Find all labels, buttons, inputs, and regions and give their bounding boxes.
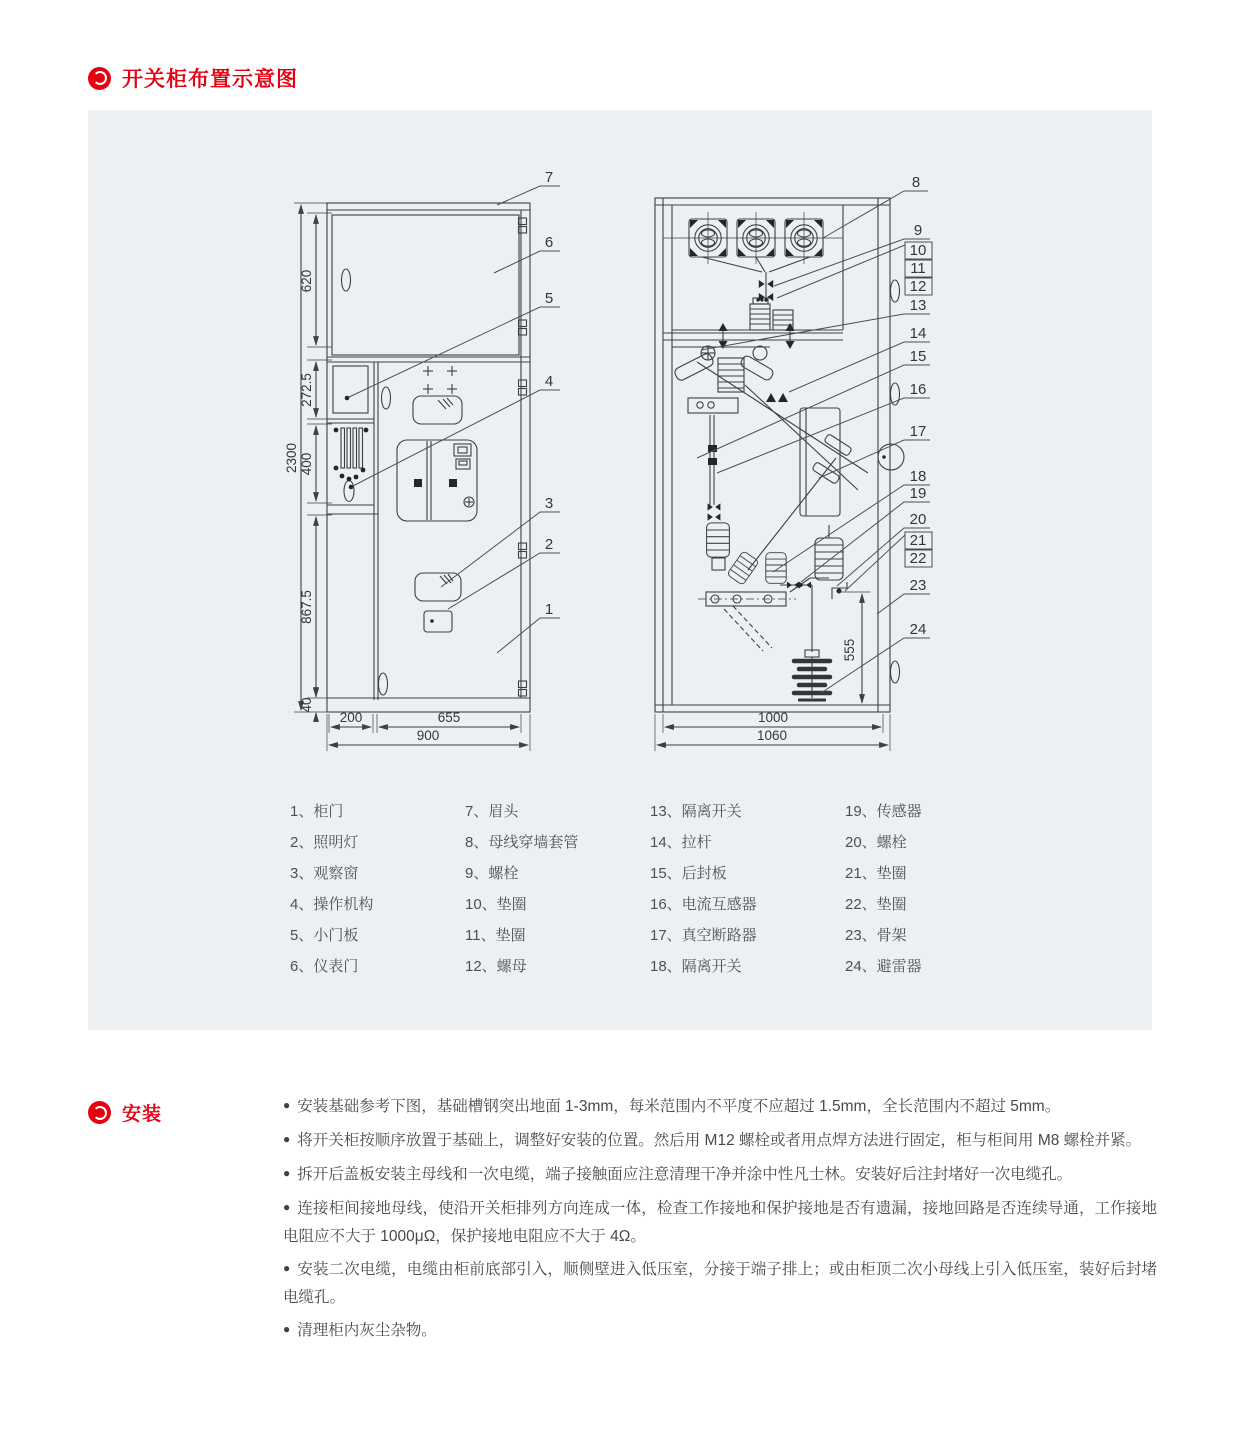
- legend-column-4: [845, 796, 922, 982]
- callout-6: 6: [544, 234, 554, 251]
- callout-5: 5: [544, 290, 554, 307]
- legend-item: 9、螺栓: [465, 865, 519, 882]
- bullet-icon: ●: [283, 1261, 291, 1275]
- legend-item: 24、避雷器: [845, 958, 922, 975]
- side-view-callouts: [697, 174, 932, 693]
- callout-3: 3: [544, 495, 554, 512]
- install-bullet: [283, 1093, 1157, 1121]
- logo-bullet-icon: [88, 1101, 111, 1124]
- legend-item: 20、螺栓: [845, 834, 907, 851]
- callout-1: 1: [544, 601, 554, 618]
- side-view-drawing: [655, 174, 932, 751]
- dim-655: 655: [437, 710, 461, 725]
- install-bullet-text: 将开关柜按顺序放置于基础上，调整好安装的位置。然后用 M12 螺栓或者用点焊方法进行固定，柜与柜间用 M8 螺栓并紧。: [297, 1132, 1142, 1149]
- callout-16: 16: [909, 381, 927, 398]
- legend-item: 16、电流互感器: [650, 896, 757, 913]
- dim-40: 40: [299, 697, 314, 713]
- callout-20: 20: [909, 511, 927, 528]
- install-bullet: [283, 1256, 1157, 1311]
- legend-item: 15、后封板: [650, 865, 727, 882]
- legend-item: 10、垫圈: [465, 896, 527, 913]
- callout-24: 24: [909, 621, 927, 638]
- callout-17: 17: [909, 423, 927, 440]
- legend-item: 22、垫圈: [845, 896, 907, 913]
- bullet-icon: ●: [283, 1322, 291, 1336]
- install-section-title: 安装: [122, 1104, 163, 1125]
- bullet-icon: ●: [283, 1200, 291, 1214]
- dim-400: 400: [299, 452, 314, 476]
- legend-item: 18、隔离开关: [650, 958, 742, 975]
- install-instructions: [283, 1093, 1157, 1351]
- logo-ring: [93, 71, 107, 85]
- callout-12: 12: [909, 278, 927, 295]
- bullet-icon: ●: [283, 1132, 291, 1146]
- install-bullet-text: 连接柜间接地母线，使沿开关柜排列方向连成一体，检查工作接地和保护接地是否有遗漏，接地回路是否连续导通，工作接地电阻应不大于 1000μΩ，保护接地电阻应不大于 4Ω。: [283, 1200, 1157, 1245]
- callout-4: 4: [544, 373, 554, 390]
- install-bullet-text: 安装二次电缆，电缆由柜前底部引入，顺侧壁进入低压室，分接于端子排上；或由柜顶二次小母线上引入低压室，装好后封堵电缆孔。: [283, 1261, 1157, 1306]
- callout-18: 18: [909, 468, 927, 485]
- legend-item: 21、垫圈: [845, 865, 907, 882]
- callout-14: 14: [909, 325, 927, 342]
- logo-ring: [93, 1106, 107, 1120]
- front-view-drawing: [284, 169, 560, 751]
- legend-item: 17、真空断路器: [650, 927, 757, 944]
- callout-10: 10: [909, 242, 927, 259]
- legend-column-1: [290, 796, 373, 982]
- dim-1000: 1000: [757, 710, 789, 725]
- dim-200: 200: [339, 710, 363, 725]
- legend-item: 3、观察窗: [290, 865, 359, 882]
- legend-item: 7、眉头: [465, 803, 519, 820]
- legend-item: 19、传感器: [845, 803, 922, 820]
- legend-item: 11、垫圈: [465, 927, 526, 944]
- legend-item: 12、螺母: [465, 958, 527, 975]
- dim-555: 555: [842, 638, 857, 662]
- callout-11: 11: [910, 260, 926, 277]
- install-bullet-text: 安装基础参考下图，基础槽钢突出地面 1-3mm，每米范围内不平度不应超过 1.5mm，全长范围内不超过 5mm。: [297, 1098, 1061, 1115]
- figure-panel: [88, 110, 1152, 1030]
- callout-13: 13: [909, 297, 927, 314]
- legend-item: 13、隔离开关: [650, 803, 742, 820]
- parts-legend: [88, 796, 1152, 996]
- callout-22: 22: [909, 550, 927, 567]
- callout-23: 23: [909, 577, 927, 594]
- callout-19: 19: [909, 485, 927, 502]
- legend-item: 2、照明灯: [290, 834, 359, 851]
- bullet-icon: ●: [283, 1098, 291, 1112]
- install-bullet: [283, 1317, 1157, 1345]
- legend-column-3: [650, 796, 757, 982]
- section-header-diagram: [88, 63, 298, 93]
- callout-2: 2: [544, 536, 554, 553]
- install-bullet-text: 清理柜内灰尘杂物。: [297, 1322, 437, 1339]
- page-title: 开关柜布置示意图: [122, 68, 298, 91]
- callout-8: 8: [911, 174, 921, 191]
- install-bullet: [283, 1161, 1157, 1189]
- legend-item: 5、小门板: [290, 927, 359, 944]
- callout-15: 15: [909, 348, 927, 365]
- dim-1060: 1060: [756, 728, 788, 743]
- install-bullet-text: 拆开后盖板安装主母线和一次电缆，端子接触面应注意清理干净并涂中性凡士林。安装好后注封堵好一次电缆孔。: [297, 1166, 1073, 1183]
- dim-2300: 2300: [284, 442, 299, 474]
- legend-item: 8、母线穿墙套管: [465, 834, 579, 851]
- install-bullet: [283, 1195, 1157, 1250]
- install-bullet: [283, 1127, 1157, 1155]
- dim-272-5: 272.5: [299, 373, 314, 407]
- legend-item: 1、柜门: [290, 803, 344, 820]
- dim-900: 900: [416, 728, 440, 743]
- legend-column-2: [465, 796, 578, 982]
- switchgear-layout-drawing: [88, 110, 1152, 790]
- legend-item: 6、仪表门: [290, 958, 359, 975]
- dim-867-5: 867.5: [299, 590, 314, 624]
- bullet-icon: ●: [283, 1166, 291, 1180]
- front-view-dimensions: [294, 203, 530, 751]
- section-header-install: [88, 1099, 162, 1126]
- dim-620: 620: [299, 269, 314, 293]
- callout-9: 9: [913, 222, 923, 239]
- callout-21: 21: [909, 532, 927, 549]
- callout-7: 7: [544, 169, 554, 186]
- legend-item: 4、操作机构: [290, 896, 374, 913]
- legend-item: 23、骨架: [845, 927, 907, 944]
- logo-bullet-icon: [88, 67, 111, 90]
- legend-item: 14、拉杆: [650, 834, 712, 851]
